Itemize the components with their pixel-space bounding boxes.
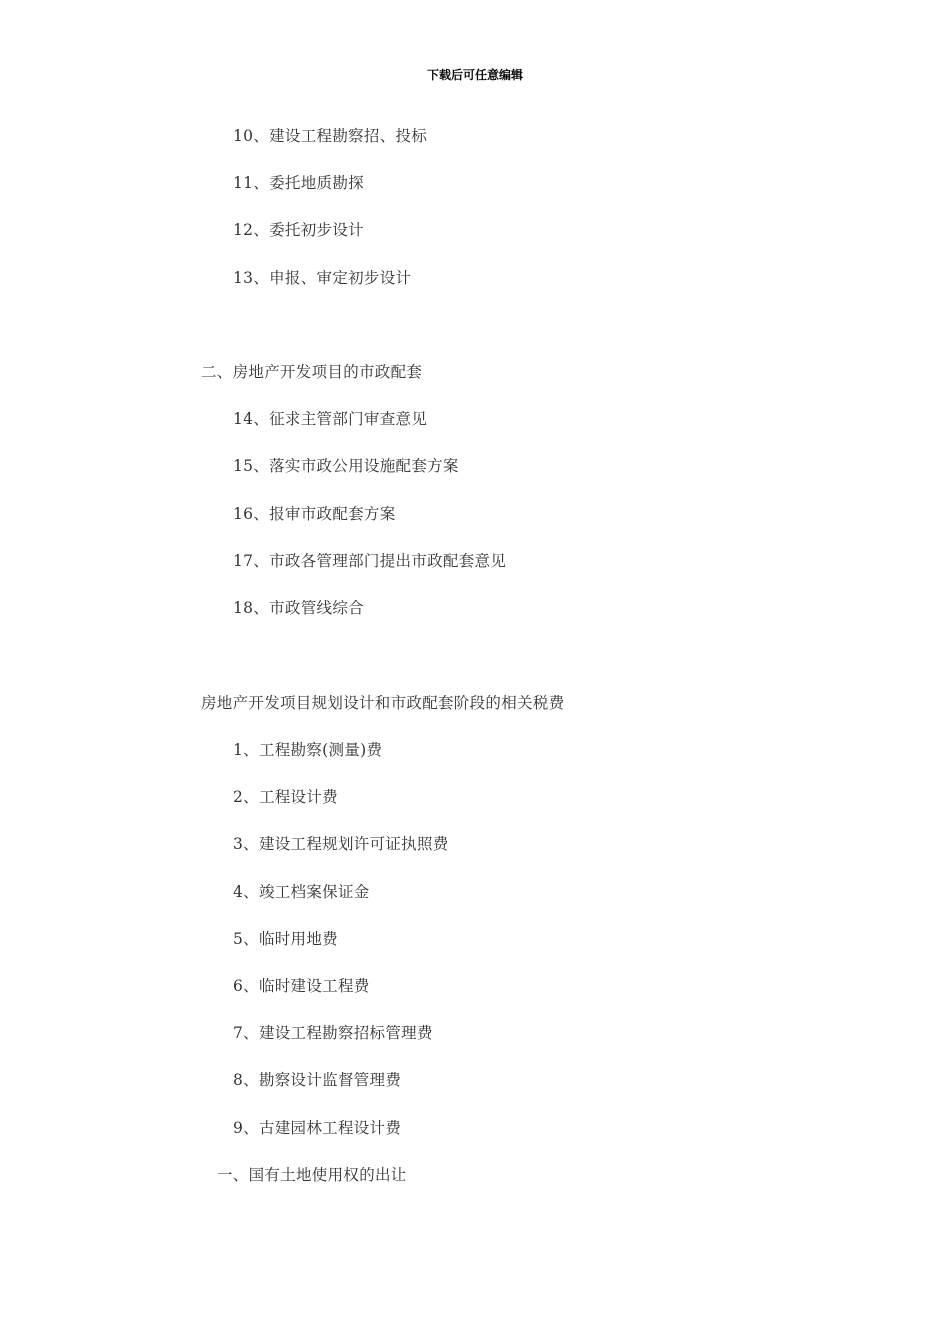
- list-item: 5、临时用地费: [233, 930, 338, 948]
- list-item: 1、工程勘察(测量)费: [233, 741, 383, 759]
- list-item: 3、建设工程规划许可证执照费: [233, 835, 449, 853]
- list-item: 17、市政各管理部门提出市政配套意见: [233, 552, 507, 570]
- list-item: 4、竣工档案保证金: [233, 883, 370, 901]
- list-item: 8、勘察设计监督管理费: [233, 1071, 402, 1089]
- list-item: 16、报审市政配套方案: [233, 505, 396, 523]
- section-title: 房地产开发项目规划设计和市政配套阶段的相关税费: [201, 694, 565, 712]
- section-title: 一、国有土地使用权的出让: [217, 1166, 407, 1184]
- section-title: 二、房地产开发项目的市政配套: [201, 363, 423, 381]
- page-header: 下载后可任意编辑: [426, 68, 523, 82]
- list-item: 10、建设工程勘察招、投标: [233, 127, 428, 145]
- list-item: 18、市政管线综合: [233, 599, 364, 617]
- list-item: 14、征求主管部门审查意见: [233, 410, 428, 428]
- list-item: 9、古建园林工程设计费: [233, 1119, 402, 1137]
- list-item: 12、委托初步设计: [233, 221, 364, 239]
- list-item: 11、委托地质勘探: [233, 174, 364, 192]
- list-item: 6、临时建设工程费: [233, 977, 370, 995]
- list-item: 2、工程设计费: [233, 788, 338, 806]
- list-item: 15、落实市政公用设施配套方案: [233, 457, 459, 475]
- list-item: 13、申报、审定初步设计: [233, 269, 412, 287]
- list-item: 7、建设工程勘察招标管理费: [233, 1024, 433, 1042]
